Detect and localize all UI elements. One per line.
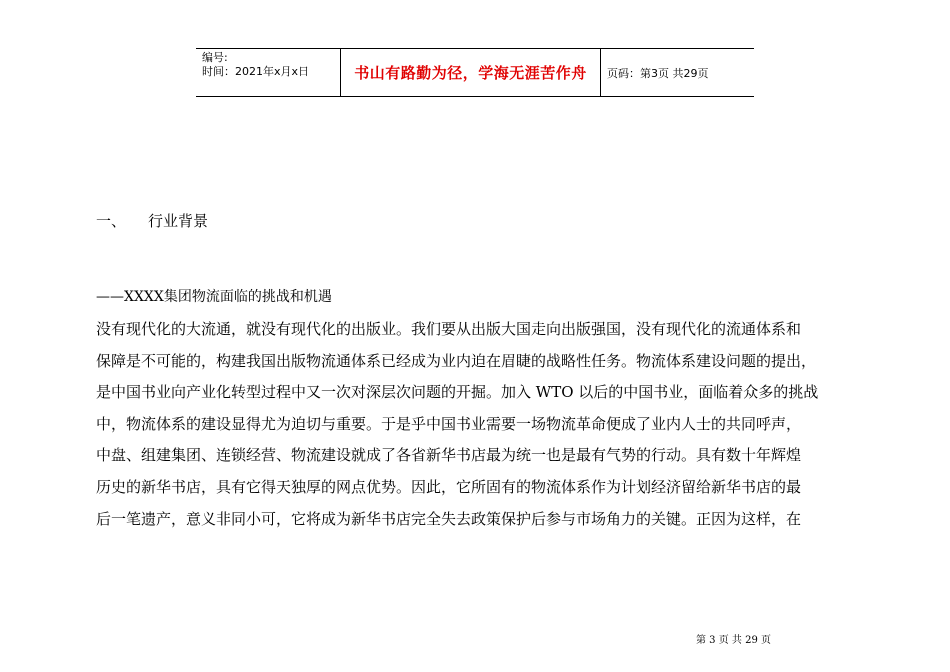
section-number: 一、 <box>96 212 127 230</box>
body-line: 保障是不可能的，构建我国出版物流通体系已经成为业内迫在眉睫的战略性任务。物流体系建设问题的提出， <box>96 351 817 370</box>
body-line: 中盘、组建集团、连锁经营、物流建设就成了各省新华书店最为统一也是最有气势的行动。具有数十年辉煌 <box>96 446 802 465</box>
section-title: 行业背景 <box>148 212 209 230</box>
section-heading <box>96 210 208 231</box>
body-paragraph <box>96 314 866 535</box>
page-footer: 第 3 页 共 29 页 <box>696 635 771 646</box>
header-motto-cell <box>340 49 601 96</box>
number-label: 编号: <box>202 51 228 64</box>
time-label: 时间：2021年x月x日 <box>202 65 310 78</box>
document-header <box>196 48 754 97</box>
body-line: 后一笔遗产，意义非同小可，它将成为新华书店完全失去政策保护后参与市场角力的关键。正因为这样，在 <box>96 509 802 528</box>
body-line: 没有现代化的大流通，就没有现代化的出版业。我们要从出版大国走向出版强国，没有现代化的流通体系和 <box>96 320 802 338</box>
body-line: 历史的新华书店，具有它得天独厚的网点优势。因此，它所固有的物流体系作为计划经济留给新华书店的最 <box>96 477 802 496</box>
body-line: 是中国书业向产业化转型过程中又一次对深层次问题的开掘。加入 WTO 以后的中国书业，面临着众多的挑战 <box>96 383 819 402</box>
header-page-info: 页码：第3页 共29页 <box>607 66 709 80</box>
header-meta <box>196 49 340 96</box>
subtitle: ——XXXX集团物流面临的挑战和机遇 <box>96 289 332 305</box>
header-motto: 书山有路勤为径，学海无涯苦作舟 <box>354 64 587 82</box>
body-line: 中，物流体系的建设显得尤为迫切与重要。于是乎中国书业需要一场物流革命便成了业内人士的共同呼声， <box>96 414 802 433</box>
